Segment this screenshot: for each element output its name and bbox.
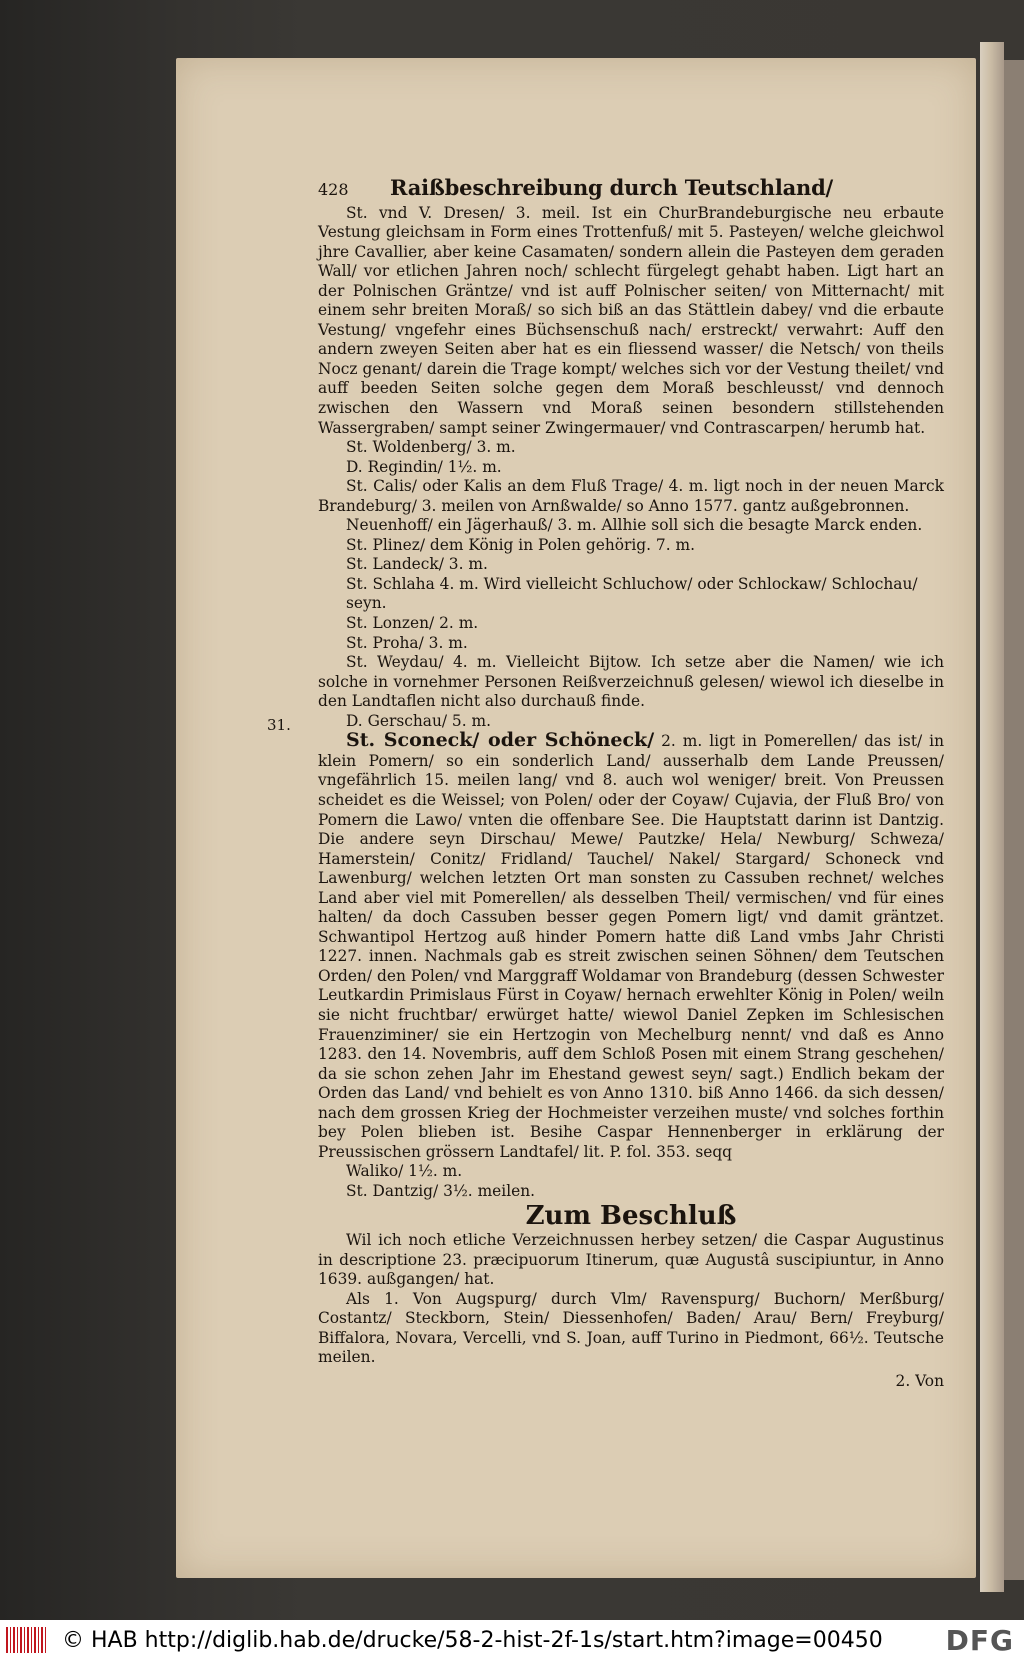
station-entry: D. Gerschau/ 5. m. (346, 711, 491, 730)
schoeneck-text: 2. m. ligt in Pomerellen/ das ist/ in klein Pomern/ so ein sonderlich Land/ ausserhalb dem Lande Preussen/ vngefährlich 15. meilen lang/ vnd 8. auch wol weniger/ breit. Von Preussen scheidet es die Weissel; von Polen/ oder der Coyaw/ Cujavia, der Fluß Bro/ von Pomern die Lawo/ vnten die offenbare See. Die Hauptstatt darinn ist Dantzig. Die andere seyn Dirschau/ Mewe/ Pautzke/ Hela/ Newburg/ Schweza/ Hamerstein/ Conitz/ Fridland/ Tauchel/ Nakel/ Stargard/ Schoneck vnd Lawenburg/ welchen letzten Ort man sonsten zu Cassuben rechnet/ welches Land aber viel mit Pomerellen/ als desselben Theil/ vermischen/ vnd für eines halten/ da doch Cassuben besser gegen Pomern ligt/ vnd damit gräntzet. Schwantipol Hertzog auß hinder Pomern hatte diß Land vmbs Jahr Christi 1227. innen. Nachmals gab es streit zwischen seinen Söhnen/ dem Teutschen Orden/ den Polen/ vnd Marggraff Woldamar von Brandeburg (dessen Schwester Leutkardin Primislaus Fürst in Coyaw/ hernach erwehlter König in Polen/ weiln sie nicht fruchtbar/ erwürget hatte/ wiewol Daniel Zepken im Schlesischen Frauenziminer/ sie ein Hertzogin von Mechelburg nennt/ vnd daß es Anno 1283. den 14. Novembris, auff dem Schloß Posen mit einem Strang geschehen/ da sie schon zehen Jahr im Ehestand gewest seyn/ sagt.) Endlich bekam der Orden das Land/ vnd behielt es von Anno 1310. biß Anno 1466. da sich dessen/ nach dem grossen Krieg der Hochmeister verzeihen muste/ vnd solches forthin bey Polen blieben ist. Besihe Caspar Hennenberger in erklärung der Preussischen grössern Landtafel/ lit. P. fol. 353. seqq (318, 732, 944, 1161)
station-entry: St. Weydau/ 4. m. Vielleicht Bijtow. Ich setze aber die Namen/ wie ich solche in vornehmer Personen Reißverzeichnuß gelesen/ wiewol ich dieselbe in den Landtaflen nicht also durchauß finde. (318, 653, 944, 711)
station-entry: St. Woldenberg/ 3. m. (346, 438, 516, 457)
station-entry: St. Landeck/ 3. m. (346, 555, 488, 574)
copyright-url[interactable]: © HAB http://diglib.hab.de/drucke/58-2-hist-2f-1s/start.htm?image=00450 (62, 1627, 883, 1653)
station-entry: Neuenhoff/ ein Jägerhauß/ 3. m. Allhie soll sich die besagte Marck enden. (346, 516, 923, 535)
paragraph-schoeneck (318, 731, 944, 1162)
catchword: 2. Von (895, 1371, 944, 1390)
station-entry: St. Proha/ 3. m. (346, 633, 468, 652)
station-entry: D. Regindin/ 1½. m. (346, 457, 502, 476)
page-edge (980, 42, 1004, 1592)
dfg-logo: DFG (945, 1623, 1014, 1657)
paragraph-closing-1: Wil ich noch etliche Verzeichnussen herbey setzen/ die Caspar Augustinus in descriptione 23. præcipuorum Itinerum, quæ Augustâ suscipiuntur, in Anno 1639. außgangen/ hat. (318, 1230, 944, 1289)
hab-logo-icon (6, 1627, 48, 1653)
station-entry: St. Calis/ oder Kalis an dem Fluß Trage/ 4. m. ligt noch in der neuen Marck Brandeburg/ 3. meilen von Arnßwalde/ so Anno 1577. gantz außgebronnen. (318, 477, 944, 515)
station-entry: Waliko/ 1½. m. (346, 1162, 463, 1181)
paragraph-dresen: St. vnd V. Dresen/ 3. meil. Ist ein ChurBrandeburgische neu erbaute Vestung gleichsam in Form eines Trottenfuß/ mit 5. Pasteyen/ welche gleichwol jhre Cavallier, aber keine Casamaten/ sondern allein die Pasteyen dem geraden Wall/ vor etlichen Jahren noch/ schlecht fürgelegt gehabt haben. Ligt hart an der Polnischen Gräntze/ vnd ist auff Polnischer seiten/ von Mitternacht/ mit einem sehr breiten Moraß/ so sich biß an das Stättlein dabey/ vnd die erbaute Vestung/ vngefehr eines Büchsenschuß nach/ erstreckt/ verwahrt: Auff den andern zweyen Seiten aber hat es ein fliessend wasser/ die Netsch/ von theils Nocz genant/ darein die Trage kompt/ welches sich vor der Vestung theilet/ vnd auff beeden Seiten solche gegen dem Moraß beschleusst/ vnd dennoch zwischen den Wassern vnd Moraß seinen besondern stillstehenden Wassergraben/ sampt seiner Zwingermauer/ vnd Contrascarpen/ herumb hat. (318, 203, 944, 437)
page-header (318, 175, 944, 200)
section-heading: Zum Beschluß (525, 1201, 737, 1232)
footer-bar (0, 1620, 1024, 1660)
marginal-note: 31. (267, 716, 291, 734)
page-text (318, 175, 944, 1391)
page-number: 428 (318, 180, 349, 199)
station-entry: St. Lonzen/ 2. m. (346, 614, 479, 633)
running-title: Raißbeschreibung durch Teutschland/ (390, 175, 834, 200)
station-entry: St. Dantzig/ 3½. meilen. (346, 1181, 536, 1200)
book-edge (1004, 60, 1024, 1580)
schoeneck-lead: St. Sconeck/ oder Schöneck/ (346, 729, 655, 752)
station-entry: St. Schlaha 4. m. Wird vielleicht Schluchow/ oder Schlockaw/ Schlochau/ seyn. (346, 574, 918, 613)
station-entry: St. Plinez/ dem König in Polen gehörig. 7. m. (346, 535, 695, 554)
paragraph-closing-2: Als 1. Von Augspurg/ durch Vlm/ Ravenspurg/ Buchorn/ Merßburg/ Costantz/ Steckborn, Stein/ Diessenhofen/ Baden/ Arau/ Bern/ Freyburg/ Biffalora, Novara, Vercelli, vnd S. Joan, auff Turino in Piedmont, 66½. Teutsche meilen. (318, 1289, 944, 1367)
